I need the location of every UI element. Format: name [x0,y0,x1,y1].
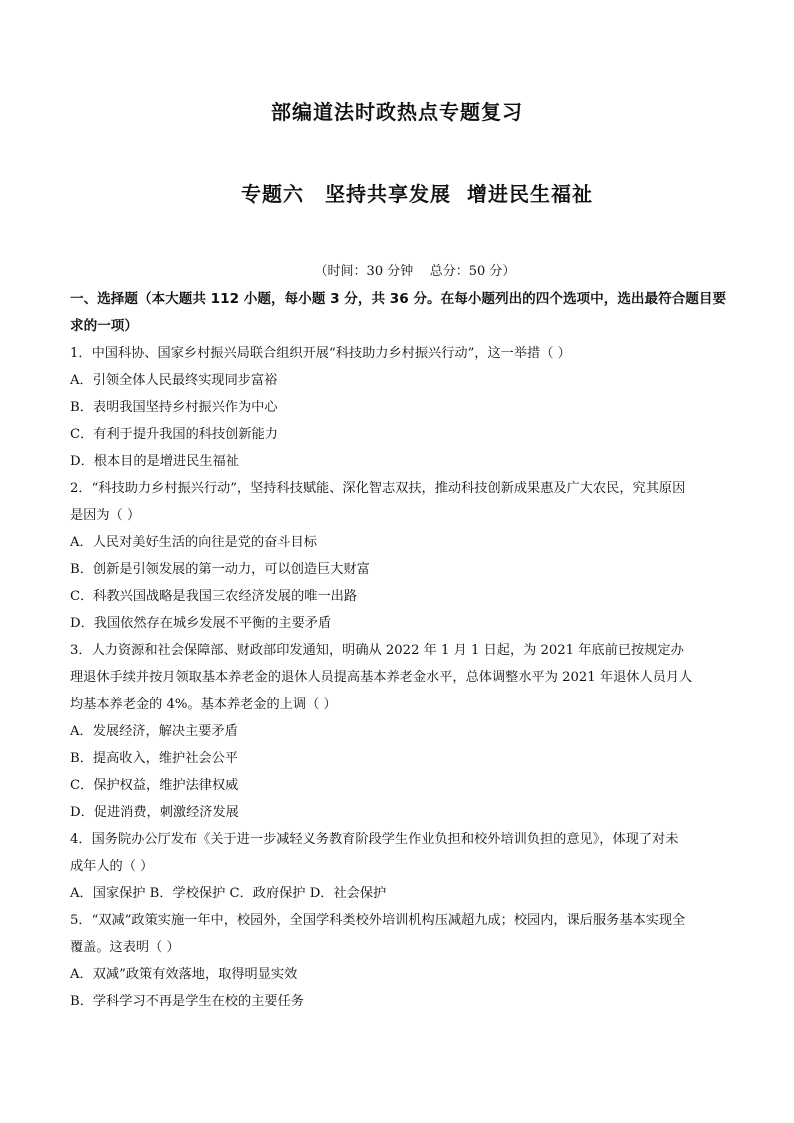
exam-timing: （时间：30 分钟 总分：50 分） [314,264,516,279]
option-b: B．创新是引领发展的第一动力，可以创造巨大财富 [70,562,370,577]
option-b: B．学科学习不再是学生在校的主要任务 [70,994,304,1009]
question-3 [70,637,730,826]
option-a: A．双减”政策有效落地，取得明显实效 [70,967,298,982]
option-c: C．保护权益，维护法律权威 [70,778,239,793]
option-a: A．人民对美好生活的向往是党的奋斗目标 [70,535,317,550]
option-b: B．提高收入，维护社会公平 [70,751,238,766]
option-row: A．国家保护 B．学校保护 C．政府保护 D．社会保护 [70,886,387,901]
option-a: A．引领全体人民最终实现同步富裕 [70,373,278,388]
question-stem: 2．“科技助力乡村振兴行动”，坚持科技赋能、深化智志双扶，推动科技创新成果惠及广大农民，究其原因 [70,481,686,496]
page-subtitle: 专题六 坚持共享发展 增进民生福祉 [241,182,593,206]
question-5 [70,907,730,1015]
question-stem: 成年人的（ ） [70,859,154,874]
question-stem: 5．“双减”政策实施一年中，校园外，全国学科类校外培训机构压减超九成；校园内，课后服务基本实现全 [70,913,686,928]
question-stem: 4．国务院办公厅发布《关于进一步减轻义务教育阶段学生作业负担和校外培训负担的意见》，体现了对未 [70,832,679,847]
option-c: C．科教兴国战略是我国三农经济发展的唯一出路 [70,589,358,604]
question-2 [70,475,730,637]
question-stem: 均基本养老金的 4%。基本养老金的上调（ ） [70,697,337,712]
question-stem: 3．人力资源和社会保障部、财政部印发通知，明确从 2022 年 1 月 1 日起，为 2021 年底前已按规定办 [70,643,684,658]
page-title: 部编道法时政热点专题复习 [271,100,523,124]
option-d: D．根本目的是增进民生福祉 [70,454,239,469]
question-stem: 是因为（ ） [70,508,141,523]
question-stem: 覆盖。这表明（ ） [70,940,180,955]
option-c: C．有利于提升我国的科技创新能力 [70,427,278,442]
question-stem: 理退休手续并按月领取基本养老金的退休人员提高基本养老金水平，总体调整水平为 2021 年退休人员月人 [70,670,693,685]
question-1 [70,340,730,475]
option-a: A．发展经济，解决主要矛盾 [70,724,238,739]
option-d: D．我国依然存在城乡发展不平衡的主要矛盾 [70,616,332,631]
section-heading-line-1: 一、选择题（本大题共 112 小题，每小题 3 分，共 36 分。在每小题列出的四个选项中，选出最符合题目要 [70,291,727,307]
question-body [70,286,730,1015]
option-b: B．表明我国坚持乡村振兴作为中心 [70,400,278,415]
question-stem: 1．中国科协、国家乡村振兴局联合组织开展“科技助力乡村振兴行动”，这一举措（ ） [70,346,571,361]
question-4 [70,826,730,907]
section-heading-line-2: 求的一项） [70,318,138,334]
option-d: D．促进消费，刺激经济发展 [70,805,239,820]
